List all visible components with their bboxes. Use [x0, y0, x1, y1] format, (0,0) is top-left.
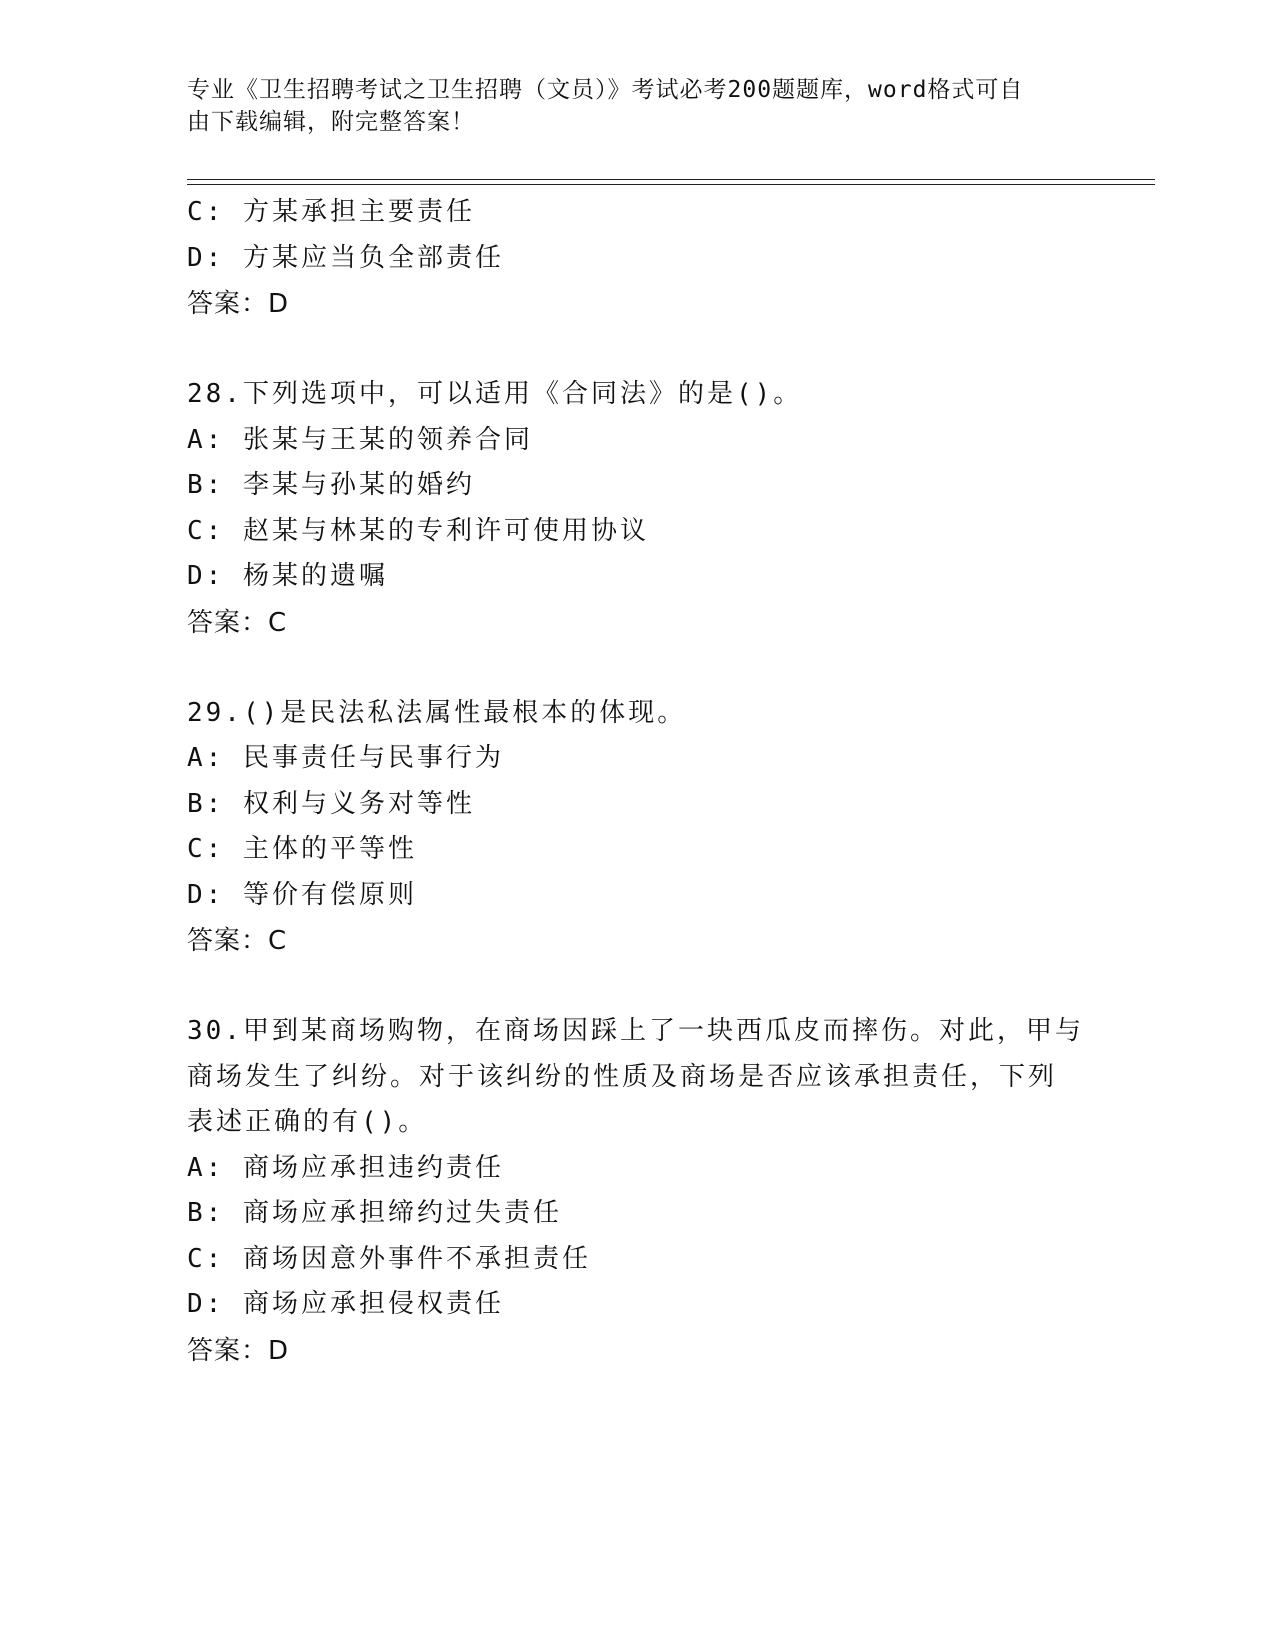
- question-stem-line-2: 商场发生了纠纷。对于该纠纷的性质及商场是否应该承担责任，下列: [187, 1061, 1058, 1092]
- question-stem: 28.下列选项中，可以适用《合同法》的是()。: [187, 379, 803, 409]
- option-d: D: 方某应当负全部责任: [187, 242, 504, 273]
- question-stem-line-3: 表述正确的有()。: [187, 1107, 428, 1137]
- question-27-carryover: [187, 190, 1087, 327]
- header-divider-top: [187, 179, 1155, 180]
- answer-line: 答案：C: [187, 607, 288, 638]
- option-c: C: 方某承担主要责任: [187, 197, 475, 227]
- option-b: B: 李某与孙某的婚约: [187, 470, 475, 500]
- question-stem: 29.()是民法私法属性最根本的体现。: [187, 697, 687, 728]
- option-b: B: 权利与义务对等性: [187, 788, 475, 819]
- option-c: C: 赵某与林某的专利许可使用协议: [187, 515, 649, 546]
- document-header: [187, 74, 1087, 138]
- question-30: [187, 1009, 1087, 1374]
- question-spacer: [187, 327, 1087, 372]
- header-title-line-2: 由下载编辑，附完整答案！: [187, 109, 475, 135]
- question-list: [187, 190, 1087, 1374]
- option-d: D: 等价有偿原则: [187, 879, 417, 910]
- answer-line: 答案：D: [187, 289, 290, 319]
- option-a: A: 张某与王某的领养合同: [187, 424, 533, 455]
- answer-line: 答案：C: [187, 926, 288, 956]
- header-divider-bottom: [187, 184, 1155, 185]
- option-d: D: 杨某的遗嘱: [187, 561, 388, 591]
- question-spacer: [187, 646, 1087, 691]
- question-stem-line-1: 30.甲到某商场购物，在商场因踩上了一块西瓜皮而摔伤。对此，甲与: [187, 1016, 1084, 1046]
- option-a: A: 商场应承担违约责任: [187, 1152, 504, 1183]
- question-28: [187, 372, 1087, 646]
- option-b: B: 商场应承担缔约过失责任: [187, 1198, 562, 1228]
- option-a: A: 民事责任与民事行为: [187, 743, 504, 773]
- question-29: [187, 691, 1087, 965]
- option-d: D: 商场应承担侵权责任: [187, 1289, 504, 1319]
- header-title-line-1: 专业《卫生招聘考试之卫生招聘（文员）》考试必考200题题库，word格式可自: [187, 77, 1024, 103]
- option-c: C: 商场因意外事件不承担责任: [187, 1243, 591, 1274]
- answer-line: 答案：D: [187, 1335, 290, 1366]
- option-c: C: 主体的平等性: [187, 834, 417, 864]
- question-spacer: [187, 964, 1087, 1009]
